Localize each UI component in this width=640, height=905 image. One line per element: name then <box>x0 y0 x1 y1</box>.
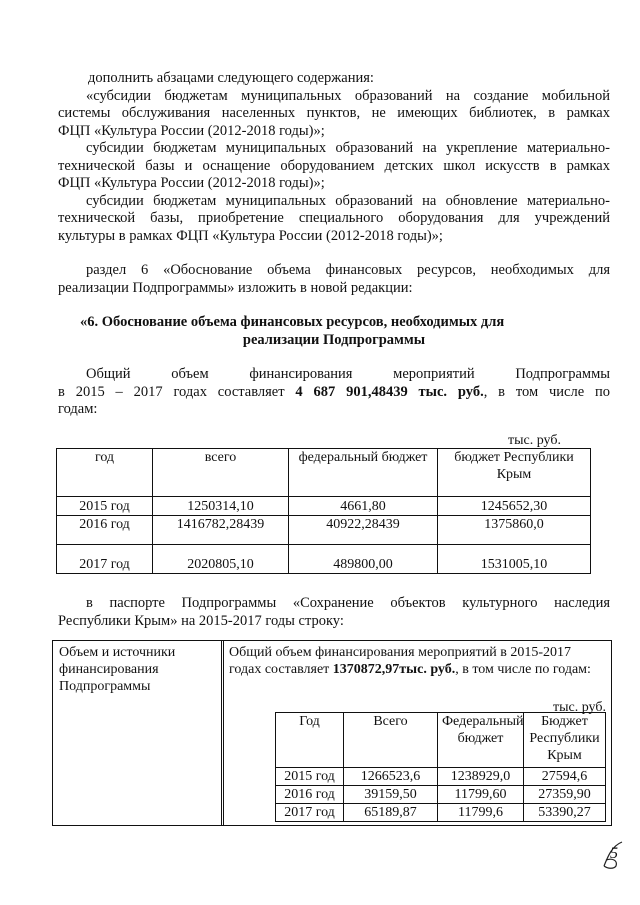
paragraph-art-schools: субсидии бюджетам муниципальных образований на укрепление материально- технической базы и оснащение оборудованием детских школ искусств в рамках ФЦП «Культура России (2012-2018 годы)»; <box>58 140 610 191</box>
intro-lead: дополнить абзацами следующего содержания: <box>88 70 374 86</box>
handwritten-page-number: 5 <box>598 836 628 870</box>
table-row: 2017 год 2020805,10 489800,00 1531005,10 <box>57 545 591 574</box>
table-row: 2016 год 1416782,28439 40922,28439 1375860,0 <box>57 516 591 545</box>
passport-paragraph: в паспорте Подпрограммы «Сохранение объектов культурного наследия Республики Крым» на 2015-2017 годы строку: <box>58 595 610 629</box>
table-row: 2017 год 65189,87 11799,6 53390,27 <box>276 804 606 822</box>
section6-heading: «6. Обоснование объема финансовых ресурсов, необходимых для реализации Подпрограммы <box>80 314 505 348</box>
table-row: 2015 год 1266523,6 1238929,0 27594,6 <box>276 768 606 786</box>
table2-unit: тыс. руб. <box>553 700 606 715</box>
paragraph-mobile-library: «субсидии бюджетам муниципальных образований на создание мобильной системы обслуживания населенных пунктов, не имеющих библиотек, в рамках ФЦП «Культура России (2012-2018 годы)»; <box>58 87 610 139</box>
table-header-row: Год Всего Федеральный бюджет Бюджет Республики Крым <box>276 713 606 768</box>
passport-total-amount: 1370872,97тыс. руб. <box>332 662 456 677</box>
amendment-text <box>58 70 610 245</box>
passport-financing-text: Общий объем финансирования мероприятий в 2015-2017 годах составляет 1370872,97тыс. руб., в том числе по годам: <box>229 645 591 677</box>
table-row: 2015 год 1250314,10 4661,80 1245652,30 <box>57 497 591 516</box>
table-row: 2016 год 39159,50 11799,60 27359,90 <box>276 786 606 804</box>
column-divider <box>221 641 224 825</box>
total-amount: 4 687 901,48439 тыс. руб. <box>295 383 484 400</box>
financing-paragraph: Общий объем финансирования мероприятий Подпрограммы в 2015 – 2017 годах составляет 4 687 901,48439 тыс. руб., в том числе по годам: <box>58 366 611 417</box>
passport-row-label: Объем и источники финансирования Подпрограммы <box>59 645 176 694</box>
paragraph-equipment: субсидии бюджетам муниципальных образований на обновление материально- технической базы, приобретение специального оборудования для учреждений культуры в рамках ФЦП «Культура России (2012-2018 годы)»; <box>58 192 610 244</box>
table-header-row: год всего федеральный бюджет бюджет Республики Крым <box>57 449 591 497</box>
section6-intro: раздел 6 «Обоснование объема финансовых ресурсов, необходимых для реализации Подпрограммы» изложить в новой редакции: <box>58 262 610 296</box>
passport-table <box>52 640 612 826</box>
passport-years-table <box>275 712 606 822</box>
financing-table <box>56 448 591 574</box>
table1-unit: тыс. руб. <box>508 433 561 448</box>
